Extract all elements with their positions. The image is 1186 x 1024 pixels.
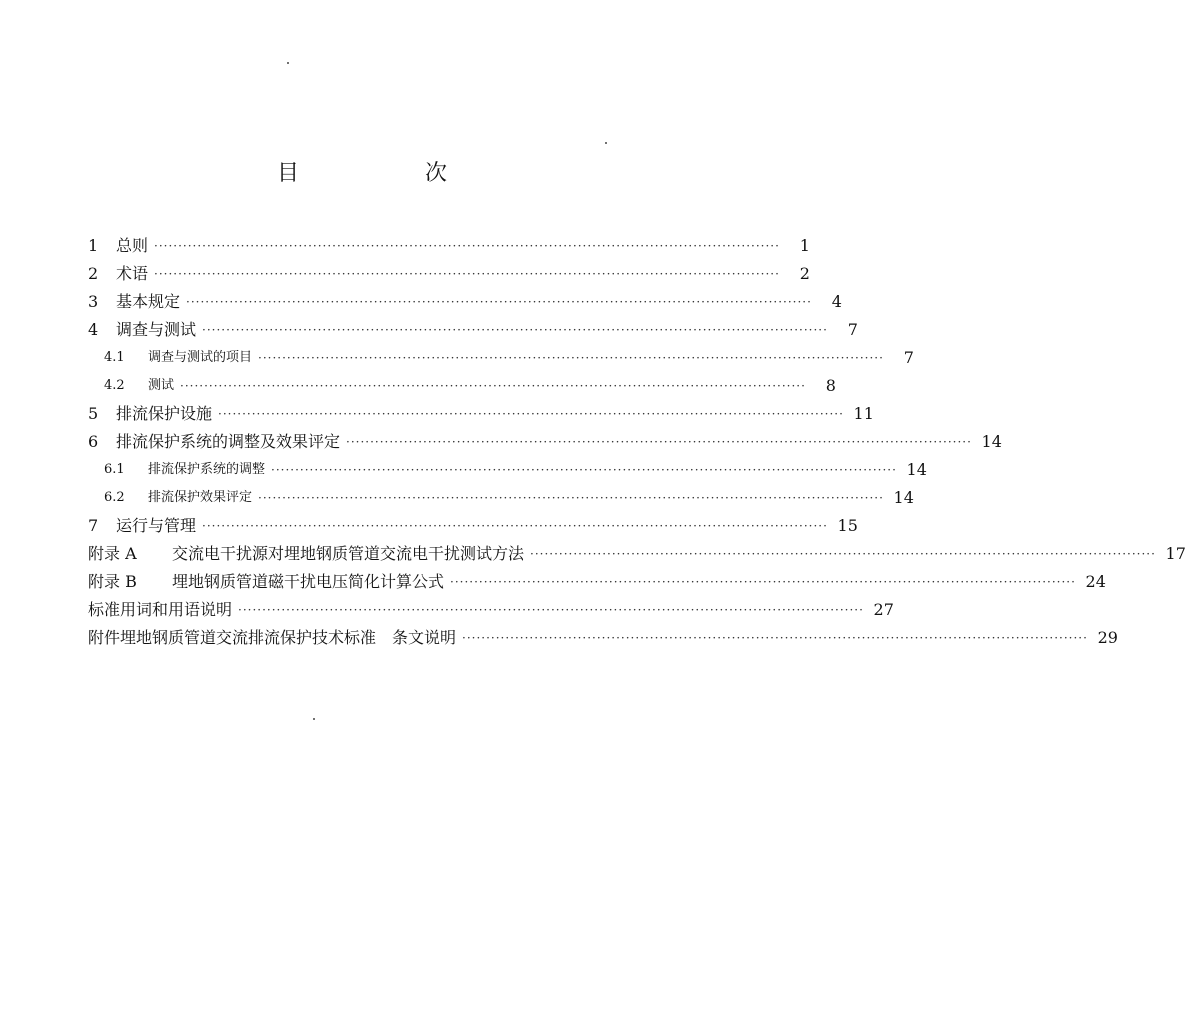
toc-entry-number: 5 [88,404,99,423]
toc-entry-label [88,544,524,564]
dot-leader: ·································································································································· [202,323,828,337]
toc-entry-number: 1 [88,236,99,255]
toc-entry-number: 附录 A [88,544,137,563]
toc-entry-title: 标准用词和用语说明 [88,600,233,619]
dot-leader: ·································································································································· [238,603,864,617]
toc-entry[interactable] [88,536,1186,564]
toc-entry-title: 埋地钢质管道交流排流保护技术标准 条文说明 [120,628,457,647]
toc-entry-label [88,432,340,452]
toc-entry-label [88,404,212,424]
dot-leader: ·································································································································· [346,435,972,449]
toc-page-number: 14 [981,432,1002,451]
scan-speck [313,718,315,720]
dot-leader: ·································································································································· [271,463,897,477]
dot-leader: ·································································································································· [258,351,884,365]
toc-entry-number: 6.1 [104,462,125,477]
toc-entry-title: 调查与测试 [116,320,197,339]
toc-entry[interactable] [88,620,1118,648]
dot-leader: ·································································································································· [462,631,1088,645]
toc-entry-label [104,376,174,396]
toc-entry[interactable] [88,228,810,256]
toc-entry-label [88,516,196,536]
toc-entry-number: 附件 [88,628,121,647]
dot-leader: ·································································································································· [154,239,780,253]
toc-page-number: 15 [837,516,858,535]
dot-leader: ·································································································································· [450,575,1076,589]
toc-entry-title: 排流保护系统的调整及效果评定 [116,432,341,451]
toc-page-number: 11 [853,404,874,423]
toc-entry-label [88,628,456,648]
toc-entry[interactable] [88,424,1002,452]
toc-entry[interactable] [88,284,842,312]
toc-entry-number: 7 [88,516,99,535]
toc-entry-title: 排流保护效果评定 [148,490,253,505]
toc-entry-title: 埋地钢质管道磁干扰电压简化计算公式 [172,572,445,591]
toc-entry-title: 基本规定 [116,292,181,311]
toc-entry-label [104,348,252,368]
toc-entry-number: 3 [88,292,99,311]
dot-leader: ·································································································································· [530,547,1156,561]
toc-page-number: 7 [903,348,914,367]
toc-entry-title: 运行与管理 [116,516,197,535]
toc-entry[interactable] [88,592,894,620]
toc-entry-number: 4.2 [104,378,125,393]
toc-entry[interactable] [88,564,1106,592]
toc-subentry[interactable] [88,452,927,480]
toc-entry-title: 排流保护设施 [116,404,213,423]
toc-entry-label [88,320,196,340]
toc-entry-title: 测试 [148,378,175,393]
toc-entry[interactable] [88,256,810,284]
toc-entry-title: 交流电干扰源对埋地钢质管道交流电干扰测试方法 [172,544,525,563]
toc-entry[interactable] [88,508,858,536]
dot-leader: ·································································································································· [258,491,884,505]
toc-page-number: 29 [1097,628,1118,647]
toc-page-number: 1 [799,236,810,255]
toc-entry-label [88,600,232,620]
dot-leader: ·································································································································· [154,267,780,281]
toc-entry-number: 4.1 [104,350,125,365]
toc-page-number: 24 [1085,572,1106,591]
toc-entry-label [88,572,444,592]
dot-leader: ·································································································································· [218,407,844,421]
toc-title: 目 次 [276,161,499,186]
toc-entry-title: 总则 [116,236,149,255]
toc-page-number: 7 [847,320,858,339]
toc-page-number: 27 [873,600,894,619]
toc-entry-number: 4 [88,320,99,339]
toc-entry-label [88,236,148,256]
dot-leader: ·································································································································· [180,379,806,393]
toc-page-number: 4 [831,292,842,311]
toc-entry-number: 6 [88,432,99,451]
toc-subentry[interactable] [88,340,914,368]
toc-subentry[interactable] [88,480,914,508]
toc-page-number: 14 [893,488,914,507]
toc-entry-number: 6.2 [104,490,125,505]
toc-entry-label [104,460,265,480]
dot-leader: ·································································································································· [186,295,812,309]
scan-speck [287,62,289,64]
toc-entry-label [88,292,180,312]
toc-page-number: 14 [906,460,927,479]
toc-entry-title: 术语 [116,264,149,283]
toc-entry[interactable] [88,396,874,424]
toc-entry-number: 2 [88,264,99,283]
toc-entry-title: 排流保护系统的调整 [148,462,266,477]
toc-page-number: 2 [799,264,810,283]
toc-entry-number: 附录 B [88,572,137,591]
table-of-contents [88,228,1186,648]
toc-entry-label [88,264,148,284]
toc-entry[interactable] [88,312,858,340]
toc-page-number: 17 [1165,544,1186,563]
toc-subentry[interactable] [88,368,836,396]
toc-entry-title: 调查与测试的项目 [148,350,253,365]
toc-page-number: 8 [825,376,836,395]
scan-speck [605,142,607,144]
toc-entry-label [104,488,252,508]
dot-leader: ·································································································································· [202,519,828,533]
